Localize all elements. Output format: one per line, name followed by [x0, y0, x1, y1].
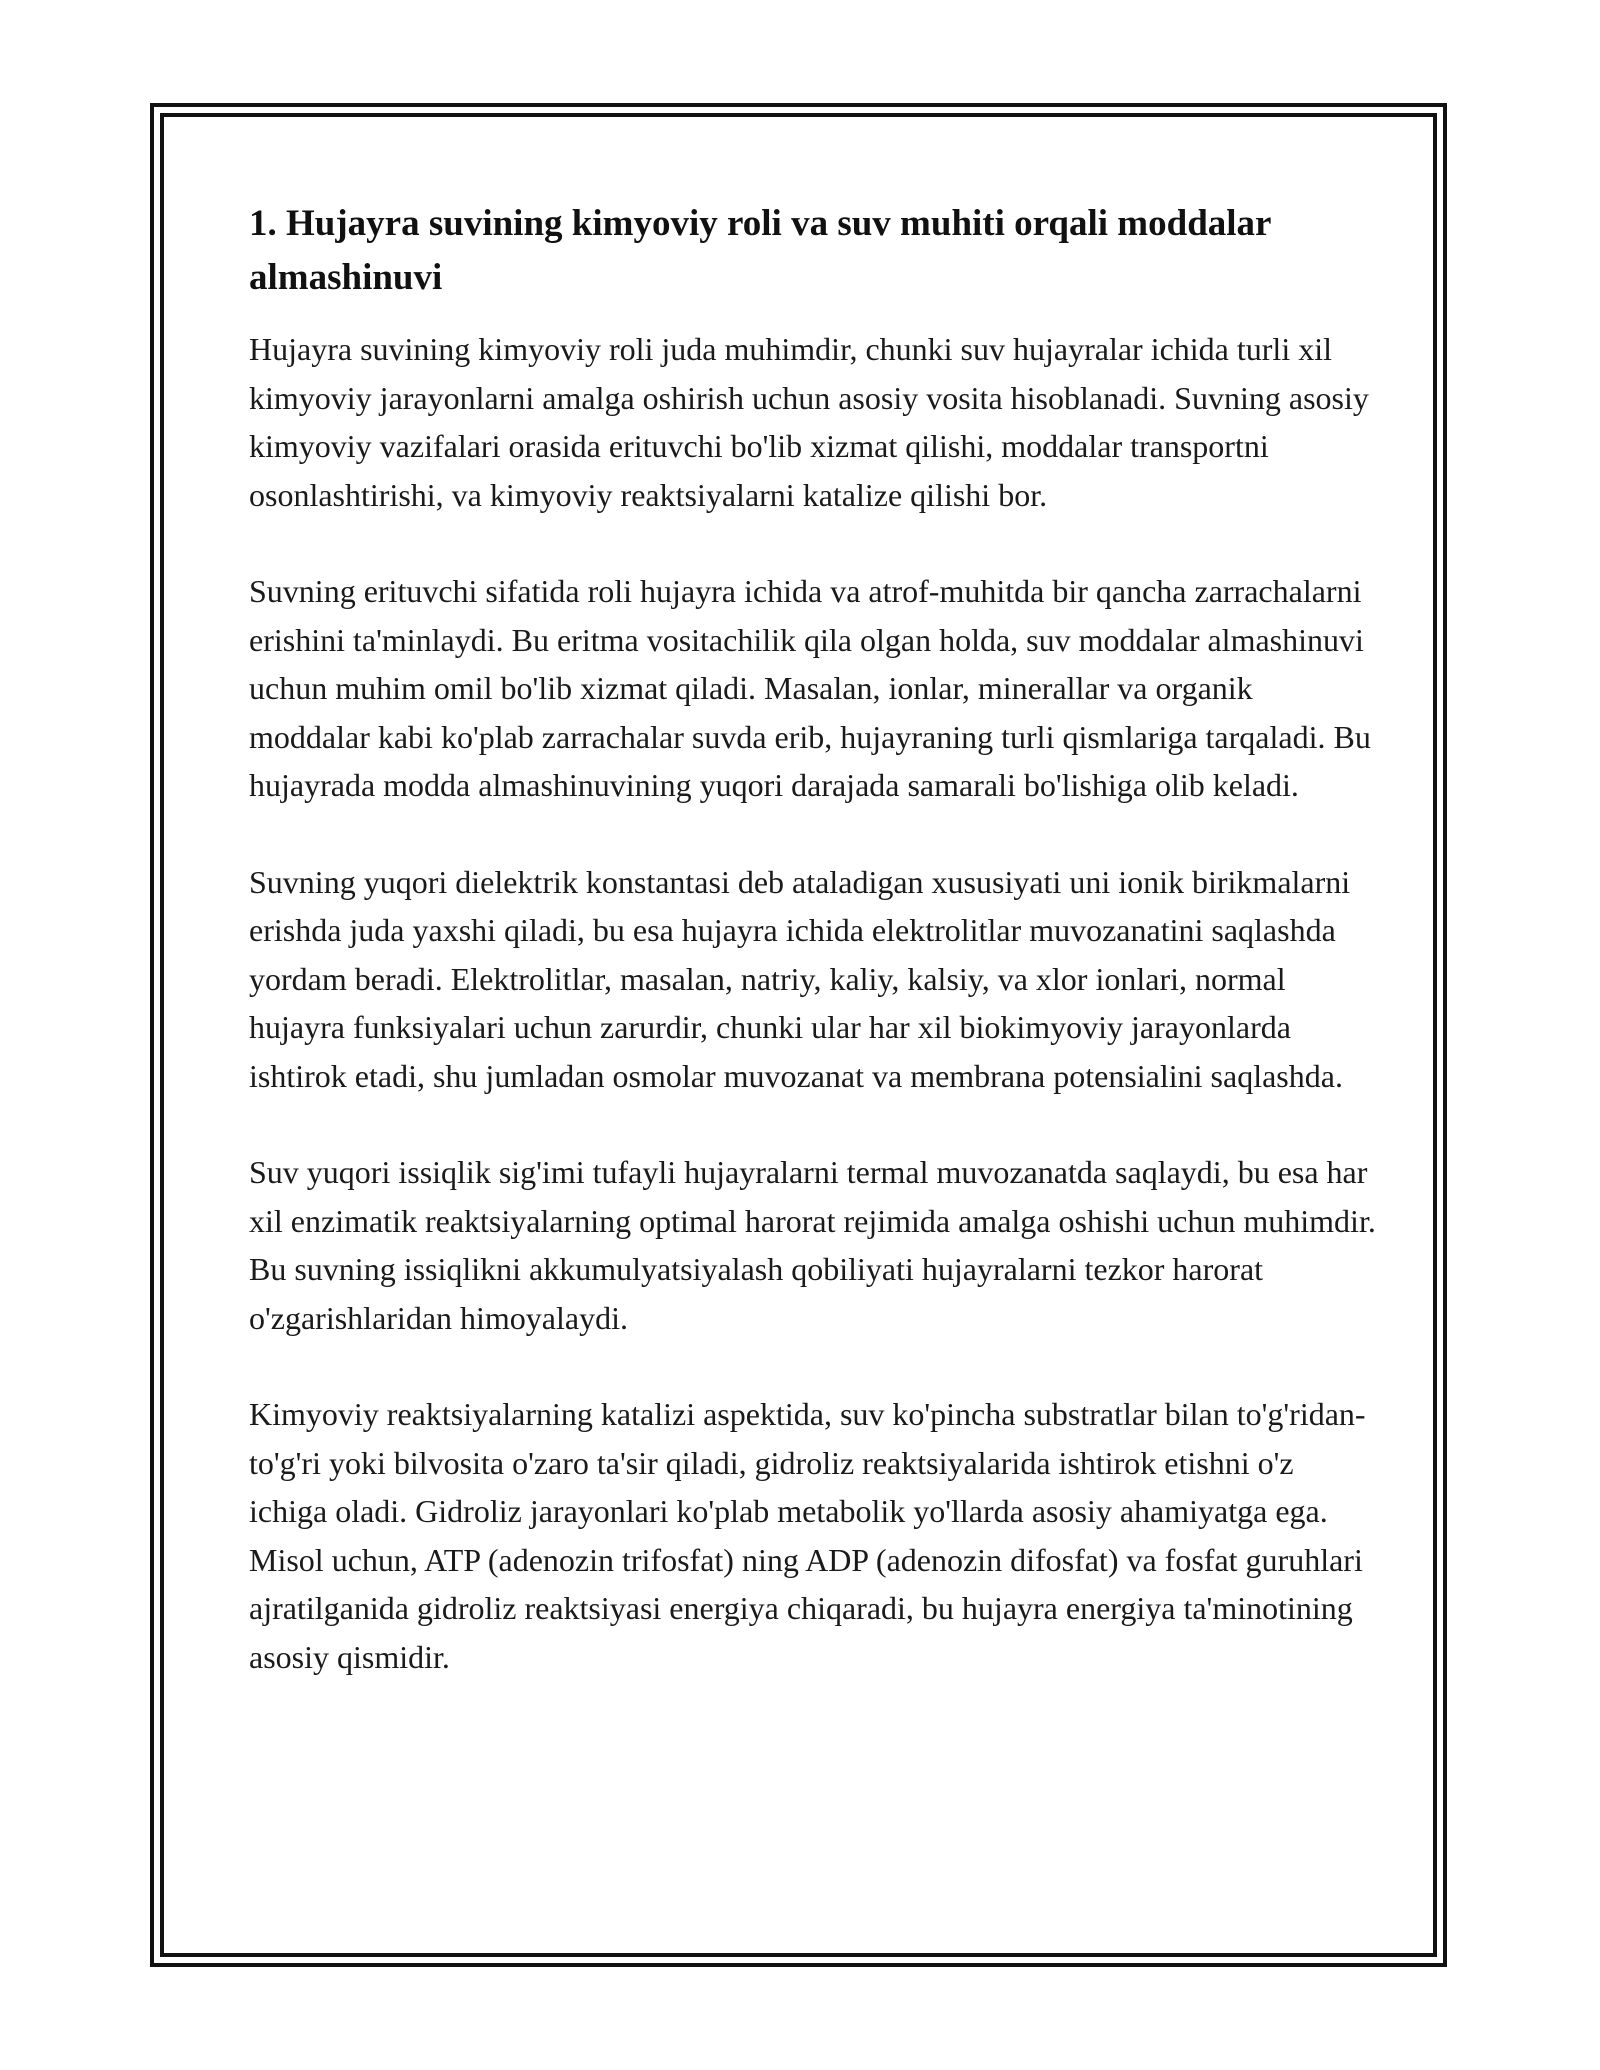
paragraph-4: Suv yuqori issiqlik sig'imi tufayli hujayralarni termal muvozanatda saqlaydi, bu esa har xil enzimatik reaktsiyalarning optimal harorat rejimida amalga oshishi uchun muhimdir. Bu suvning issiqlikni akkumulyatsiyalash qobiliyati hujayralarni tezkor harorat o'zgarishlaridan himoyalaydi. — [249, 1154, 1376, 1336]
paragraph-5: Kimyoviy reaktsiyalarning katalizi aspektida, suv ko'pincha substratlar bilan to'g'ridan-to'g'ri yoki bilvosita o'zaro ta'sir qiladi, gidroliz reaktsiyalarida ishtirok etishni o'z ichiga oladi. Gidroliz jarayonlari ko'plab metabolik yo'llarda asosiy ahamiyatga ega. Misol uchun, ATP (adenozin trifosfat) ning ADP (adenozin difosfat) va fosfat guruhlari ajratilganida gidroliz reaktsiyasi energiya chiqaradi, bu hujayra energiya ta'minotining asosiy qismidir. — [249, 1396, 1366, 1675]
document-body — [249, 197, 1379, 1729]
page-border-outer — [150, 103, 1447, 1967]
paragraph-2: Suvning erituvchi sifatida roli hujayra ichida va atrof-muhitda bir qancha zarrachalarni erishini ta'minlaydi. Bu eritma vositachilik qila olgan holda, suv moddalar almashinuvi uchun muhim omil bo'lib xizmat qiladi. Masalan, ionlar, minerallar va organik moddalar kabi ko'plab zarrachalar suvda erib, hujayraning turli qismlariga tarqaladi. Bu hujayrada modda almashinuvining yuqori darajada samarali bo'lishiga olib keladi. — [249, 573, 1371, 803]
paragraph-3: Suvning yuqori dielektrik konstantasi deb ataladigan xususiyati uni ionik birikmalarni erishda juda yaxshi qiladi, bu esa hujayra ichida elektrolitlar muvozanatini saqlashda yordam beradi. Elektrolitlar, masalan, natriy, kaliy, kalsiy, va xlor ionlari, normal hujayra funksiyalari uchun zarurdir, chunki ular har xil biokimyoviy jarayonlarda ishtirok etadi, shu jumladan osmolar muvozanat va membrana potensialini saqlashda. — [249, 863, 1351, 1094]
paragraph-1: Hujayra suvining kimyoviy roli juda muhimdir, chunki suv hujayralar ichida turli xil kimyoviy jarayonlarni amalga oshirish uchun asosiy vosita hisoblanadi. Suvning asosiy kimyoviy vazifalari orasida erituvchi bo'lib xizmat qilishi, moddalar transportni osonlashtirishi, va kimyoviy reaktsiyalarni katalize qilishi bor. — [249, 331, 1369, 513]
page-border-inner — [160, 113, 1437, 1957]
section-heading: 1. Hujayra suvining kimyoviy roli va suv muhiti orqali moddalar almashinuvi — [249, 203, 1271, 298]
